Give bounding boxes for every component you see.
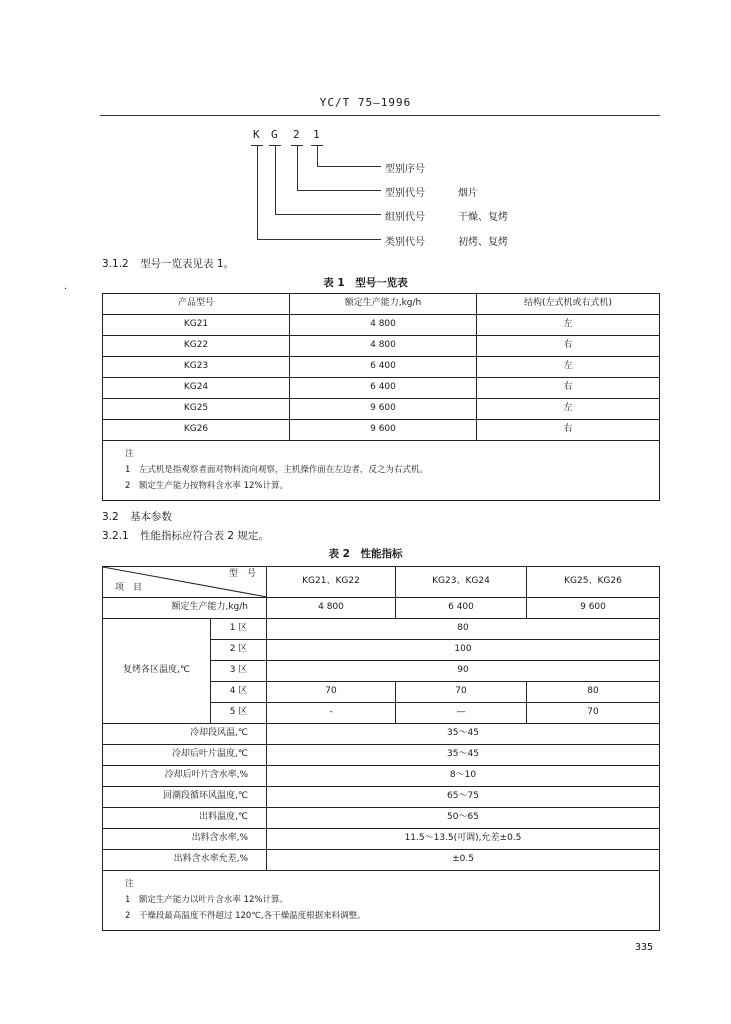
code-row-value: 烟片 bbox=[458, 188, 478, 199]
row-group-label: 复烤各区温度,℃ bbox=[103, 619, 211, 724]
leader-line bbox=[257, 146, 258, 240]
table-cell: KG24 bbox=[103, 378, 290, 399]
zone-label: 2 区 bbox=[211, 640, 267, 661]
table-cell: 90 bbox=[267, 661, 660, 682]
section-number: 3.1.2 bbox=[102, 258, 129, 270]
row-label: 出料含水率,% bbox=[103, 829, 267, 850]
table-row bbox=[103, 378, 660, 399]
table-note bbox=[103, 441, 660, 501]
corner-label-model: 型 号 bbox=[228, 569, 256, 579]
table-cell: - bbox=[267, 703, 396, 724]
section-text: 基本参数 bbox=[130, 511, 173, 523]
table-row bbox=[103, 399, 660, 420]
table-cell: KG23 bbox=[103, 357, 290, 378]
table1-caption: 表 1 型号一览表 bbox=[323, 277, 408, 289]
table-cell: 6 400 bbox=[396, 598, 527, 619]
table-row bbox=[103, 724, 660, 745]
table-cell: ±0.5 bbox=[267, 850, 660, 871]
table-header-cell: 额定生产能力,kg/h bbox=[290, 294, 477, 315]
section-text: 性能指标应符合表 2 规定。 bbox=[140, 530, 269, 542]
table-cell: 35～45 bbox=[267, 724, 660, 745]
code-row-label: 型别代号 bbox=[385, 188, 425, 199]
zone-label: 5 区 bbox=[211, 703, 267, 724]
section-3-2-1 bbox=[102, 528, 269, 543]
note-item: 2 额定生产能力按物料含水率 12%计算。 bbox=[125, 481, 289, 492]
table-note bbox=[103, 871, 660, 931]
note-title: 注 bbox=[125, 879, 134, 889]
table-cell: 9 600 bbox=[290, 399, 477, 420]
table-row bbox=[103, 850, 660, 871]
table-cell: 右 bbox=[477, 336, 660, 357]
code-row-value: 干燥、复烤 bbox=[458, 212, 508, 223]
table-header-cell: KG25、KG26 bbox=[527, 567, 660, 598]
table-cell: 4 800 bbox=[290, 315, 477, 336]
leader-line bbox=[317, 146, 318, 167]
note-item: 1 左式机是指观察者面对物料流向观察，主机操作面在左边者，反之为右式机。 bbox=[125, 465, 428, 476]
header-rule bbox=[100, 115, 660, 116]
leader-line bbox=[297, 146, 298, 191]
table-row bbox=[103, 619, 660, 640]
table-row bbox=[103, 315, 660, 336]
stray-mark: · bbox=[64, 284, 68, 295]
table-row bbox=[103, 787, 660, 808]
row-label: 回潮段循环风温度,℃ bbox=[103, 787, 267, 808]
table-cell: 11.5～13.5(可调),允差±0.5 bbox=[267, 829, 660, 850]
table-row bbox=[103, 808, 660, 829]
table-row bbox=[103, 336, 660, 357]
row-label: 额定生产能力,kg/h bbox=[103, 598, 267, 619]
table-header-cell: KG21、KG22 bbox=[267, 567, 396, 598]
code-digit-1: 1 bbox=[313, 128, 320, 141]
table-cell: 70 bbox=[267, 682, 396, 703]
table-cell: 80 bbox=[527, 682, 660, 703]
table2-caption: 表 2 性能指标 bbox=[328, 548, 403, 560]
table-row bbox=[103, 598, 660, 619]
table-header-cell: 产品型号 bbox=[103, 294, 290, 315]
leader-line bbox=[317, 166, 381, 167]
table-cell: 左 bbox=[477, 315, 660, 336]
row-label: 冷却后叶片含水率,% bbox=[103, 766, 267, 787]
table-header-cell: 结构(左式机或右式机) bbox=[477, 294, 660, 315]
table-cell: KG21 bbox=[103, 315, 290, 336]
table-cell: 4 800 bbox=[290, 336, 477, 357]
zone-label: 1 区 bbox=[211, 619, 267, 640]
code-digit-2: 2 bbox=[293, 128, 300, 141]
table-cell: KG25 bbox=[103, 399, 290, 420]
table-cell: 右 bbox=[477, 378, 660, 399]
code-row-label: 型别序号 bbox=[385, 164, 425, 175]
table-cell: — bbox=[396, 703, 527, 724]
table1 bbox=[102, 293, 660, 501]
zone-label: 4 区 bbox=[211, 682, 267, 703]
note-item: 1 额定生产能力以叶片含水率 12%计算。 bbox=[125, 895, 289, 906]
note-item: 2 干燥段最高温度不得超过 120℃,各干燥温度根据来料调整。 bbox=[125, 911, 366, 922]
table-cell: 9 600 bbox=[290, 420, 477, 441]
row-label: 冷却后叶片温度,℃ bbox=[103, 745, 267, 766]
table-cell: KG22 bbox=[103, 336, 290, 357]
row-label: 冷却段风温,℃ bbox=[103, 724, 267, 745]
table-cell: 4 800 bbox=[267, 598, 396, 619]
section-text: 型号一览表见表 1。 bbox=[140, 258, 235, 270]
table-cell: 70 bbox=[527, 703, 660, 724]
table-cell: KG26 bbox=[103, 420, 290, 441]
section-number: 3.2.1 bbox=[102, 530, 129, 542]
table-cell: 35～45 bbox=[267, 745, 660, 766]
table-header-row bbox=[103, 294, 660, 315]
row-label: 出料温度,℃ bbox=[103, 808, 267, 829]
leader-line bbox=[275, 146, 276, 215]
page-number: 335 bbox=[634, 942, 653, 953]
table-cell: 8～10 bbox=[267, 766, 660, 787]
code-row-label: 类别代号 bbox=[385, 237, 425, 248]
table-note-row bbox=[103, 441, 660, 501]
table-row bbox=[103, 420, 660, 441]
code-row-label: 组别代号 bbox=[385, 212, 425, 223]
table2 bbox=[102, 566, 660, 931]
note-title: 注 bbox=[125, 449, 134, 459]
table-row bbox=[103, 766, 660, 787]
code-row-value: 初烤、复烤 bbox=[458, 237, 508, 248]
table-header-cell: KG23、KG24 bbox=[396, 567, 527, 598]
table-cell: 6 400 bbox=[290, 357, 477, 378]
table-cell: 80 bbox=[267, 619, 660, 640]
leader-line bbox=[257, 239, 381, 240]
table-row bbox=[103, 745, 660, 766]
table-cell: 6 400 bbox=[290, 378, 477, 399]
table-corner-cell bbox=[103, 567, 267, 598]
table-row bbox=[103, 357, 660, 378]
table-cell: 100 bbox=[267, 640, 660, 661]
corner-label-item: 项 目 bbox=[115, 583, 143, 594]
section-3-1-2 bbox=[102, 256, 234, 271]
table-cell: 右 bbox=[477, 420, 660, 441]
table-note-row bbox=[103, 871, 660, 931]
code-letter-k: K bbox=[253, 128, 260, 141]
zone-label: 3 区 bbox=[211, 661, 267, 682]
table-cell: 左 bbox=[477, 399, 660, 420]
leader-line bbox=[275, 214, 381, 215]
leader-line bbox=[297, 190, 381, 191]
section-number: 3.2 bbox=[102, 511, 119, 523]
document-code: YC/T 75—1996 bbox=[319, 96, 412, 109]
table-cell: 50～65 bbox=[267, 808, 660, 829]
table-cell: 65～75 bbox=[267, 787, 660, 808]
table-cell: 左 bbox=[477, 357, 660, 378]
table-header-row bbox=[103, 567, 660, 598]
code-letter-g: G bbox=[271, 128, 278, 141]
table-row bbox=[103, 829, 660, 850]
table-cell: 9 600 bbox=[527, 598, 660, 619]
section-3-2 bbox=[102, 509, 172, 524]
row-label: 出料含水率允差,% bbox=[103, 850, 267, 871]
table-cell: 70 bbox=[396, 682, 527, 703]
